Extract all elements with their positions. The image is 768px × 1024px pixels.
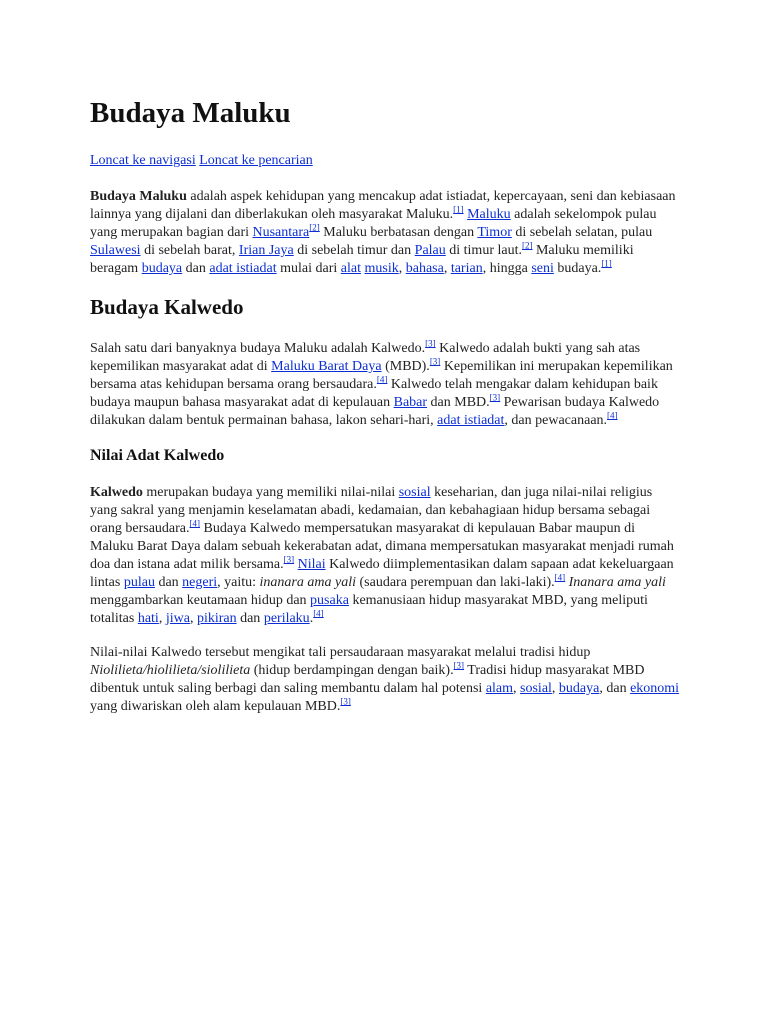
reference-link[interactable]: [2]	[309, 222, 320, 233]
link-bahasa[interactable]: bahasa	[405, 261, 444, 276]
text: Kepemilikan ini merupakan kepemilikan bersama atas kehidupan bersama orang bersaudara.	[90, 359, 673, 392]
text: di timur laut.	[445, 243, 522, 258]
text: ,	[398, 261, 406, 276]
text: dan	[154, 575, 183, 590]
reference	[309, 222, 320, 232]
link-pikiran[interactable]: pikiran	[196, 611, 237, 626]
reference	[313, 608, 324, 618]
link-alam[interactable]: alam	[485, 681, 514, 696]
page-title: Budaya Maluku	[90, 97, 291, 129]
text: (saudara perempuan dan laki-laki).	[356, 575, 555, 590]
text: ,	[443, 261, 451, 276]
text: yang diwariskan oleh alam kepulauan MBD.	[90, 699, 341, 714]
skip-to-search-link[interactable]: Loncat ke pencarian	[199, 153, 313, 168]
link-sosial[interactable]: sosial	[398, 485, 431, 500]
link-budaya[interactable]: budaya	[141, 261, 183, 276]
text: dan	[236, 611, 264, 626]
intro-paragraph	[90, 188, 680, 278]
text: ,	[158, 611, 166, 626]
link-perilaku[interactable]: perilaku	[263, 611, 310, 626]
text: Maluku berbatasan dengan	[319, 225, 478, 240]
reference	[555, 572, 566, 582]
link-maluku-barat-daya[interactable]: Maluku Barat Daya	[271, 359, 382, 374]
text: , dan pewacanaan.	[504, 413, 608, 428]
kalwedo-paragraph	[90, 340, 680, 430]
section-heading-budaya-kalwedo: Budaya Kalwedo	[90, 295, 244, 319]
reference-link[interactable]: [4]	[376, 374, 388, 385]
reference-link[interactable]: [3]	[453, 660, 465, 671]
text: budaya.	[553, 261, 602, 276]
reference-link[interactable]: [3]	[429, 356, 441, 367]
reference-link[interactable]: [3]	[340, 696, 351, 707]
reference	[190, 518, 201, 528]
link-musik[interactable]: musik	[364, 261, 399, 276]
link-adat-istiadat[interactable]: adat istiadat	[437, 413, 505, 428]
nilai-paragraph-1	[90, 484, 680, 628]
text: kemanusiaan hidup masyarakat MBD, yang meliputi totalitas	[90, 593, 648, 626]
reference	[607, 410, 618, 420]
reference-link[interactable]: [4]	[607, 410, 618, 421]
reference	[601, 258, 612, 268]
link-alat[interactable]: alat	[340, 261, 361, 276]
text: adalah aspek kehidupan yang mencakup adat istiadat, kepercayaan, seni dan kebiasaan lainnya yang dijalani dan diberlakukan oleh masyarakat Maluku.	[90, 189, 676, 222]
link-sulawesi[interactable]: Sulawesi	[90, 243, 141, 258]
link-babar[interactable]: Babar	[393, 395, 428, 410]
link-nilai[interactable]: Nilai	[297, 557, 326, 572]
text: .	[309, 611, 314, 626]
link-timor[interactable]: Timor	[477, 225, 512, 240]
link-seni[interactable]: seni	[531, 261, 554, 276]
reference-link[interactable]: [3]	[425, 338, 436, 349]
text: , hingga	[482, 261, 532, 276]
text: ,	[513, 681, 521, 696]
text: merupakan budaya yang memiliki nilai-nilai	[142, 485, 399, 500]
link-sosial[interactable]: sosial	[520, 681, 552, 696]
link-hati[interactable]: hati	[137, 611, 159, 626]
text: di sebelah timur dan	[293, 243, 415, 258]
skip-to-navigation-link[interactable]: Loncat ke navigasi	[90, 153, 196, 168]
reference-link[interactable]: [4]	[189, 518, 201, 529]
link-pusaka[interactable]: pusaka	[310, 593, 349, 608]
text: Budaya Kalwedo mempersatukan masyarakat di kepulauan Babar maupun di Maluku Barat Daya dalam sebuah kekerabatan adat, dimana mempersatukan masyarakat menjadi rumah doa dan istana adat milik bersama.	[90, 521, 674, 572]
text: , dan	[599, 681, 631, 696]
reference-link[interactable]: [3]	[283, 554, 295, 565]
text: Nilai-nilai Kalwedo tersebut mengikat tali persaudaraan masyarakat melalui tradisi hidup	[90, 645, 591, 660]
link-tarian[interactable]: tarian	[450, 261, 483, 276]
text: Kalwedo diimplementasikan dalam sapaan adat kekeluargaan lintas	[90, 557, 674, 590]
reference-link[interactable]: [1]	[453, 204, 464, 215]
skip-links	[90, 152, 680, 170]
text: Kalwedo adalah bukti yang sah atas kepemilikan masyarakat adat di	[90, 341, 641, 374]
text: Kalwedo telah mengakar dalam kehidupan baik budaya maupun bahasa masyarakat adat di kepulauan	[90, 377, 658, 410]
reference	[340, 696, 351, 706]
link-adat-istiadat[interactable]: adat istiadat	[209, 261, 277, 276]
reference-link[interactable]: [2]	[521, 240, 533, 251]
text: keseharian, dan juga nilai-nilai religius yang sakral yang menjamin keselamatan abadi, kedamaian, dan kebahagiaan hidup bersama sebagai orang bersaudara.	[90, 485, 653, 536]
link-maluku[interactable]: Maluku	[467, 207, 511, 222]
reference-link[interactable]: [4]	[554, 572, 566, 583]
text: , yaitu:	[217, 575, 260, 590]
link-palau[interactable]: Palau	[414, 243, 446, 258]
text: di sebelah barat,	[140, 243, 239, 258]
link-nusantara[interactable]: Nusantara	[252, 225, 310, 240]
italic-term: inanara ama yali	[259, 575, 356, 590]
reference-link[interactable]: [1]	[601, 258, 612, 269]
reference	[522, 240, 533, 250]
section-heading-nilai-adat-kalwedo: Nilai Adat Kalwedo	[90, 447, 225, 464]
article	[90, 96, 680, 732]
reference-link[interactable]: [3]	[489, 392, 501, 403]
text: ,	[551, 681, 559, 696]
link-jiwa[interactable]: jiwa	[165, 611, 190, 626]
reference	[284, 554, 295, 564]
link-ekonomi[interactable]: ekonomi	[630, 681, 680, 696]
reference	[425, 338, 436, 348]
link-budaya[interactable]: budaya	[558, 681, 600, 696]
reference	[453, 204, 464, 214]
reference	[430, 356, 441, 366]
text: Pewarisan budaya Kalwedo dilakukan dalam bentuk permainan bahasa, lakon sehari-hari,	[90, 395, 660, 428]
reference	[377, 374, 388, 384]
nilai-paragraph-2	[90, 644, 680, 716]
text: (hidup berdampingan dengan baik).	[250, 663, 454, 678]
text: (MBD).	[381, 359, 430, 374]
text: ,	[189, 611, 197, 626]
text: dan	[182, 261, 210, 276]
text: dan MBD.	[427, 395, 490, 410]
link-negeri[interactable]: negeri	[182, 575, 218, 590]
intro-bold-term: Budaya Maluku	[90, 189, 187, 204]
kalwedo-bold-term: Kalwedo	[90, 485, 143, 500]
link-pulau[interactable]: pulau	[123, 575, 155, 590]
italic-term: Inanara ama yali	[568, 575, 666, 590]
reference-link[interactable]: [4]	[313, 608, 324, 619]
text: Tradisi hidup masyarakat MBD dibentuk untuk saling berbagi dan saling membantu dalam hal potensi	[90, 663, 645, 696]
text: Maluku memiliki beragam	[90, 243, 634, 276]
reference	[490, 392, 501, 402]
text: menggambarkan keutamaan hidup dan	[90, 593, 311, 608]
text: di sebelah selatan, pulau	[511, 225, 653, 240]
italic-term: Niolilieta/hiolilieta/siolilieta	[90, 663, 251, 678]
text: adalah sekelompok pulau yang merupakan bagian dari	[90, 207, 657, 240]
reference	[454, 660, 465, 670]
text: mulai dari	[276, 261, 341, 276]
link-irian-jaya[interactable]: Irian Jaya	[238, 243, 294, 258]
text: Salah satu dari banyaknya budaya Maluku adalah Kalwedo.	[90, 341, 426, 356]
